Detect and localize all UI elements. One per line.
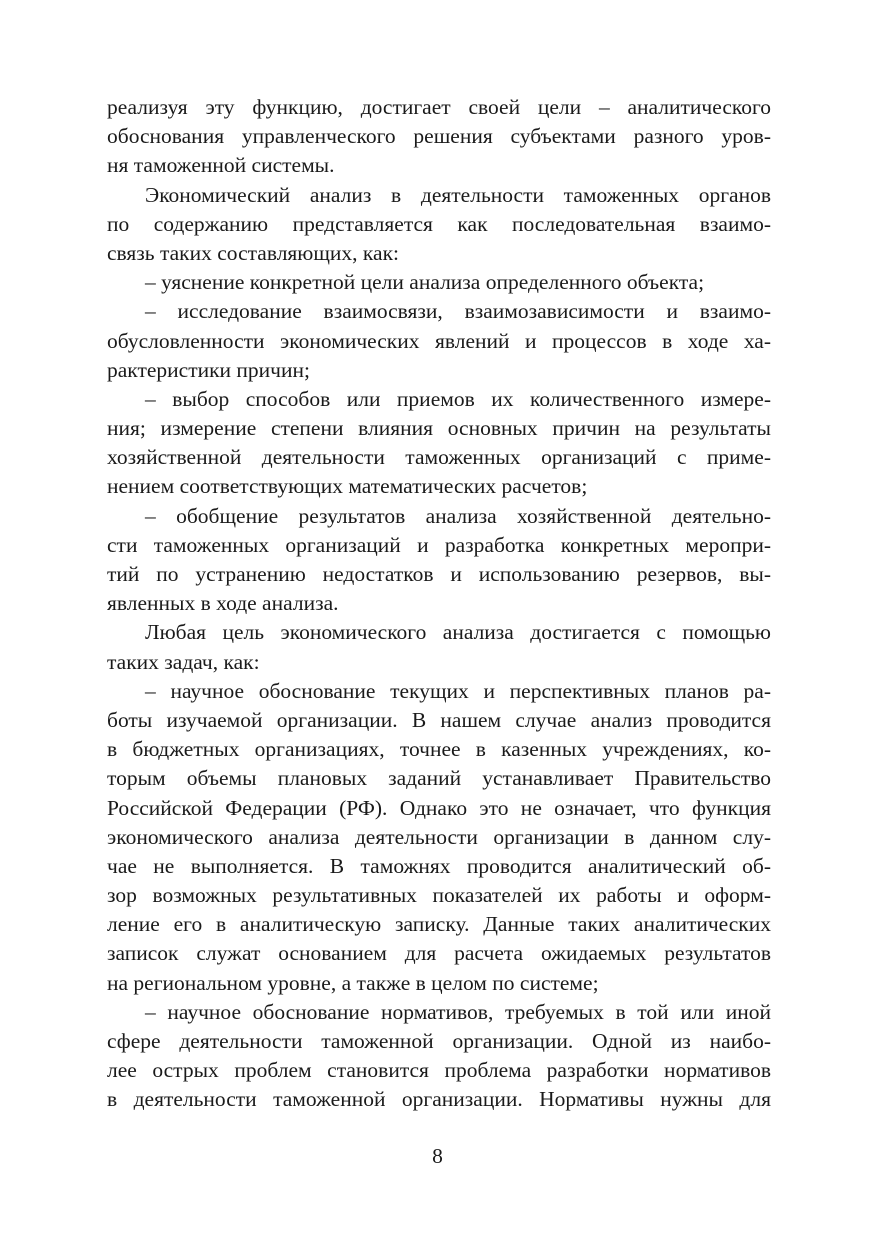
text-line: рактеристики причин; (107, 357, 310, 382)
text-line: таких задач, как: (107, 649, 260, 674)
text-line: – научное обоснование нормативов, требуемых в той или иной (145, 999, 771, 1024)
page-number: 8 (432, 1144, 443, 1168)
text-line: сфере деятельности таможенной организации. Одной из наибо- (107, 1029, 771, 1053)
text-line: тий по устранению недостатков и использованию резервов, вы- (107, 562, 771, 586)
text-line: – научное обоснование текущих и перспективных планов ра- (145, 678, 771, 703)
text-line: боты изучаемой организации. В нашем случае анализ проводится (107, 707, 771, 732)
text-line: обусловленности экономических явлений и процессов в ходе ха- (107, 328, 771, 353)
text-line: ление его в аналитическую записку. Данные таких аналитических (107, 912, 771, 937)
text-line: в деятельности таможенной организации. Нормативы нужны для (107, 1087, 771, 1112)
text-line: обоснования управленческого решения субъектами разного уров- (107, 124, 771, 149)
text-line: реализуя эту функцию, достигает своей цели – аналитического (107, 95, 771, 119)
text-line: – обобщение результатов анализа хозяйственной деятельно- (145, 503, 771, 528)
text-line: чае не выполняется. В таможнях проводится аналитический об- (107, 853, 771, 878)
text-line: – исследование взаимосвязи, взаимозависимости и взаимо- (145, 299, 771, 324)
text-line: – уяснение конкретной цели анализа определенного объекта; (145, 270, 705, 295)
text-line: Экономический анализ в деятельности таможенных органов (145, 182, 771, 207)
text-line: лее острых проблем становится проблема разработки нормативов (107, 1058, 771, 1083)
text-line: Любая цель экономического анализа достигается с помощью (145, 620, 771, 645)
text-line: ня таможенной системы. (107, 153, 335, 178)
text-line: явленных в ходе анализа. (107, 591, 339, 616)
text-line: сти таможенных организаций и разработка конкретных меропри- (107, 532, 771, 557)
text-line: ния; измерение степени влияния основных причин на результаты (107, 416, 771, 441)
text-line: записок служат основанием для расчета ожидаемых результатов (107, 941, 771, 966)
text-line: хозяйственной деятельности таможенных организаций с приме- (107, 445, 771, 470)
text-line: нением соответствующих математических расчетов; (107, 474, 588, 499)
text-line: зор возможных результативных показателей их работы и оформ- (107, 883, 771, 908)
text-line: торым объемы плановых заданий устанавливает Правительство (107, 766, 771, 791)
text-line: в бюджетных организациях, точнее в казенных учреждениях, ко- (107, 737, 771, 762)
text-line: экономического анализа деятельности организации в данном слу- (107, 824, 771, 849)
text-line: на региональном уровне, а также в целом по системе; (107, 970, 599, 995)
text-line: по содержанию представляется как последовательная взаимо- (107, 211, 771, 236)
text-line: Российской Федерации (РФ). Однако это не означает, что функция (107, 795, 771, 820)
text-line: – выбор способов или приемов их количественного измере- (145, 386, 771, 411)
page-body-text (107, 93, 771, 1115)
text-line: связь таких составляющих, как: (107, 240, 400, 265)
